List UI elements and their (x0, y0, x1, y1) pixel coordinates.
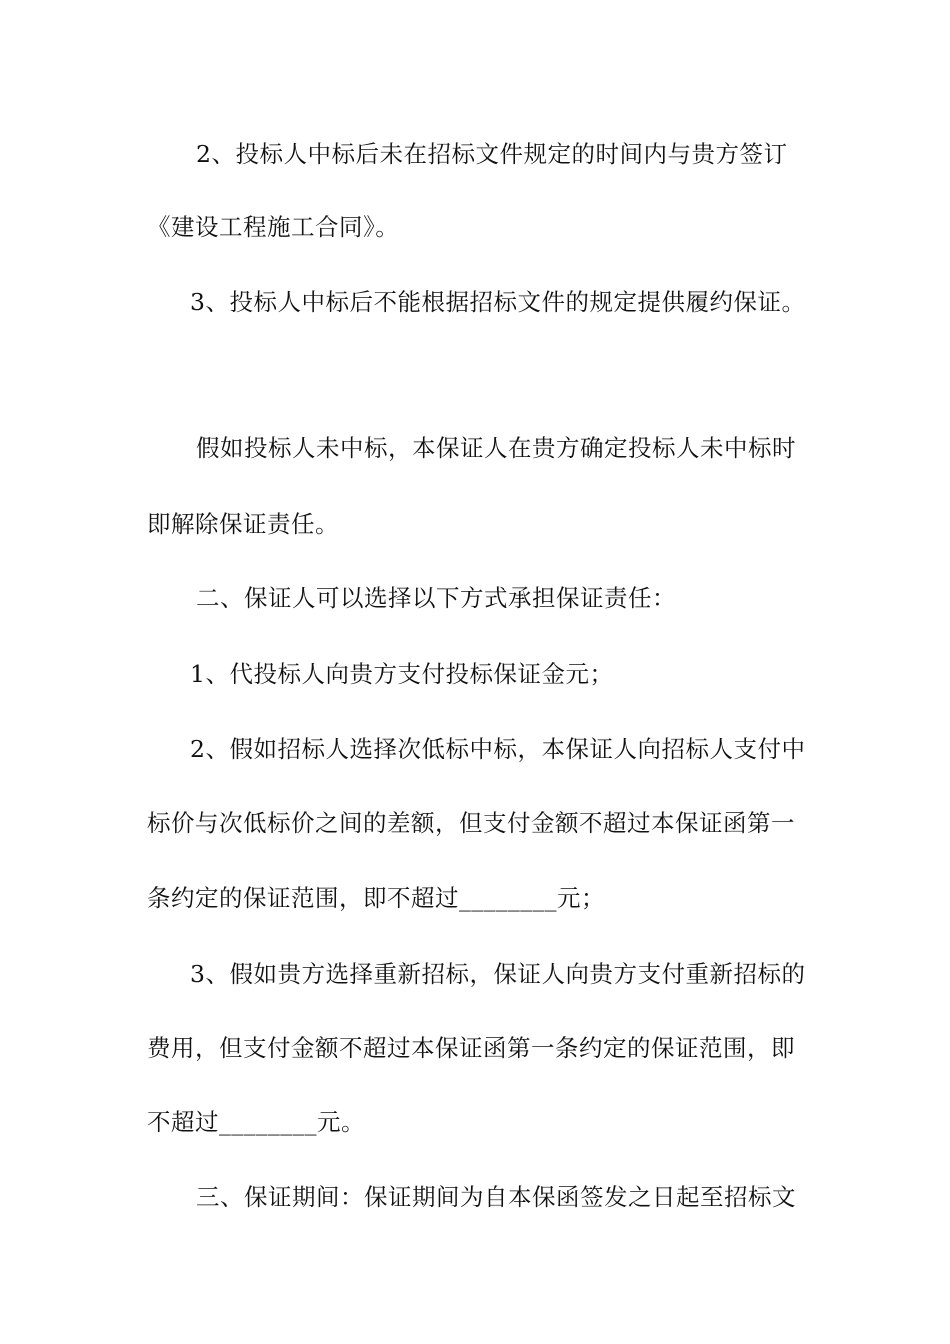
section-heading-3: 三、保证期间：保证期间为自本保函签发之日起至招标文 (196, 1183, 796, 1211)
paragraph-line-8: 2、假如招标人选择次低标中标，本保证人向招标人支付中 (190, 735, 806, 763)
paragraph-line-1: 2、投标人中标后未在招标文件规定的时间内与贵方签订 (196, 140, 788, 168)
paragraph-line-3: 3、投标人中标后不能根据招标文件的规定提供履约保证。 (190, 288, 806, 316)
paragraph-line-12: 费用，但支付金额不超过本保证函第一条约定的保证范围，即 (147, 1034, 795, 1062)
paragraph-line-2: 《建设工程施工合同》。 (147, 213, 400, 241)
paragraph-line-13: 不超过________元。 (147, 1108, 365, 1136)
paragraph-line-10: 条约定的保证范围，即不超过________元； (147, 884, 605, 912)
paragraph-line-7: 1、代投标人向贵方支付投标保证金元； (190, 660, 614, 688)
paragraph-line-9: 标价与次低标价之间的差额，但支付金额不超过本保证函第一 (147, 809, 795, 837)
paragraph-line-5: 即解除保证责任。 (147, 510, 339, 538)
paragraph-line-4: 假如投标人未中标，本保证人在贵方确定投标人未中标时 (196, 434, 796, 462)
section-heading-2: 二、保证人可以选择以下方式承担保证责任： (196, 584, 676, 612)
paragraph-line-11: 3、假如贵方选择重新招标，保证人向贵方支付重新招标的 (190, 960, 806, 988)
